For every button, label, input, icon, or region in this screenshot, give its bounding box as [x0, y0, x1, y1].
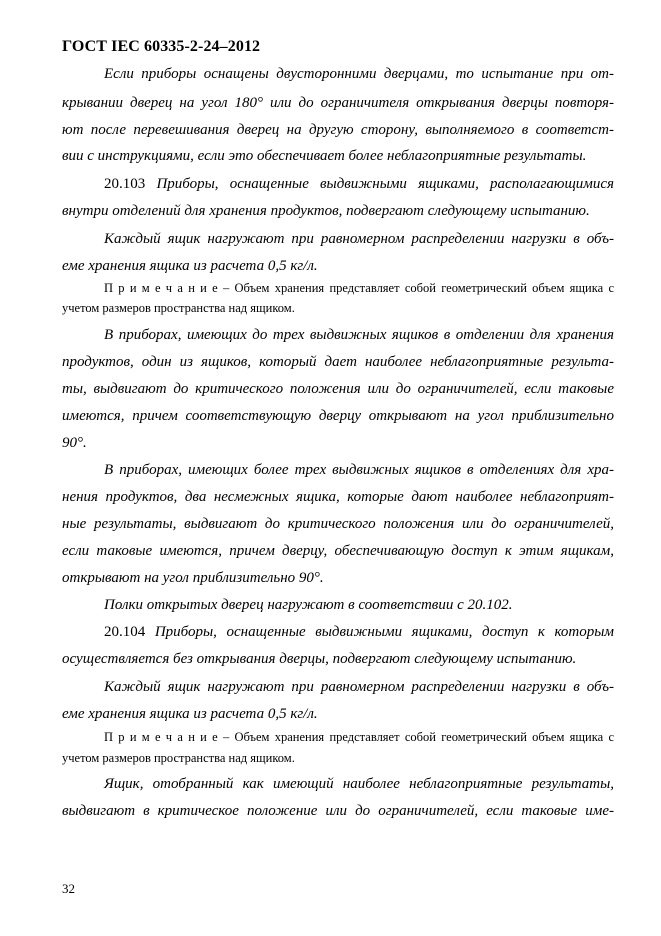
clause-20-104-line	[104, 624, 614, 641]
note-line: учетом размеров пространства над ящиком.	[62, 751, 295, 765]
text-line: продуктов, один из ящиков, который дает наиболее неблагоприятные результа-	[62, 354, 614, 370]
clause-number: 20.103	[104, 176, 146, 192]
text-line: Каждый ящик нагружают при равномерном распределении нагрузки в объ-	[104, 679, 614, 695]
text-line: Ящик, отобранный как имеющий наиболее неблагоприятные результаты,	[104, 776, 614, 792]
note-line	[104, 281, 614, 296]
text-line: ные результаты, выдвигают до критического положения или до ограничителей,	[62, 516, 614, 532]
text-line: ты, выдвигают до критического положения или до ограничителей, если таковые	[62, 381, 614, 397]
text-line: крывании дверец на угол 180° или до ограничителя открывания дверцы повторя-	[62, 95, 614, 111]
text-line: Если приборы оснащены двусторонними дверцами, то испытание при от-	[104, 66, 614, 82]
text-span: – Объем хранения представляет собой геометрический объем ящика с	[217, 730, 614, 744]
text-line: внутри отделений для хранения продуктов, подвергают следующему испытанию.	[62, 203, 590, 219]
clause-number: 20.104	[104, 624, 146, 640]
text-line: если таковые имеются, причем дверцу, обеспечивающую доступ к этим ящикам,	[62, 543, 614, 559]
text-line: В приборах, имеющих более трех выдвижных ящиков в отделениях для хра-	[104, 462, 614, 478]
text-span: – Объем хранения представляет собой геометрический объем ящика с	[217, 281, 614, 295]
note-label: П р и м е ч а н и е	[104, 281, 218, 295]
text-line: ют после перевешивания дверец на другую сторону, выполняемого в соответст-	[62, 122, 614, 138]
text-line: В приборах, имеющих до трех выдвижных ящиков в отделении для хранения	[104, 327, 614, 343]
text-line: открывают на угол приблизительно 90°.	[62, 570, 324, 586]
text-span: Приборы, оснащенные выдвижными ящиками, доступ к которым	[154, 624, 615, 640]
text-line: Полки открытых дверец нагружают в соответствии с 20.102.	[104, 597, 513, 613]
text-line: имеются, причем соответствующую дверцу открывают на угол приблизительно	[62, 408, 614, 424]
clause-20-103-line	[104, 176, 614, 193]
text-line: выдвигают в критическое положение или до ограничителей, если таковые име-	[62, 803, 614, 819]
text-line: осуществляется без открывания дверцы, подвергают следующему испытанию.	[62, 651, 577, 667]
page-number: 32	[62, 881, 75, 896]
text-line: Каждый ящик нагружают при равномерном распределении нагрузки в объ-	[104, 231, 614, 247]
text-line: нения продуктов, два несмежных ящика, которые дают наиболее неблагоприят-	[62, 489, 614, 505]
note-line: учетом размеров пространства над ящиком.	[62, 301, 295, 315]
document-header: ГОСТ IEC 60335-2-24–2012	[62, 38, 261, 55]
text-line: вии с инструкциями, если это обеспечивает более неблагоприятные результаты.	[62, 148, 587, 164]
text-line: 90°.	[62, 435, 87, 451]
note-label: П р и м е ч а н и е	[104, 730, 218, 744]
note-line	[104, 730, 614, 745]
text-line: еме хранения ящика из расчета 0,5 кг/л.	[62, 258, 318, 274]
text-span: Приборы, оснащенные выдвижными ящиками, располагающимися	[156, 176, 615, 192]
text-line: еме хранения ящика из расчета 0,5 кг/л.	[62, 706, 318, 722]
